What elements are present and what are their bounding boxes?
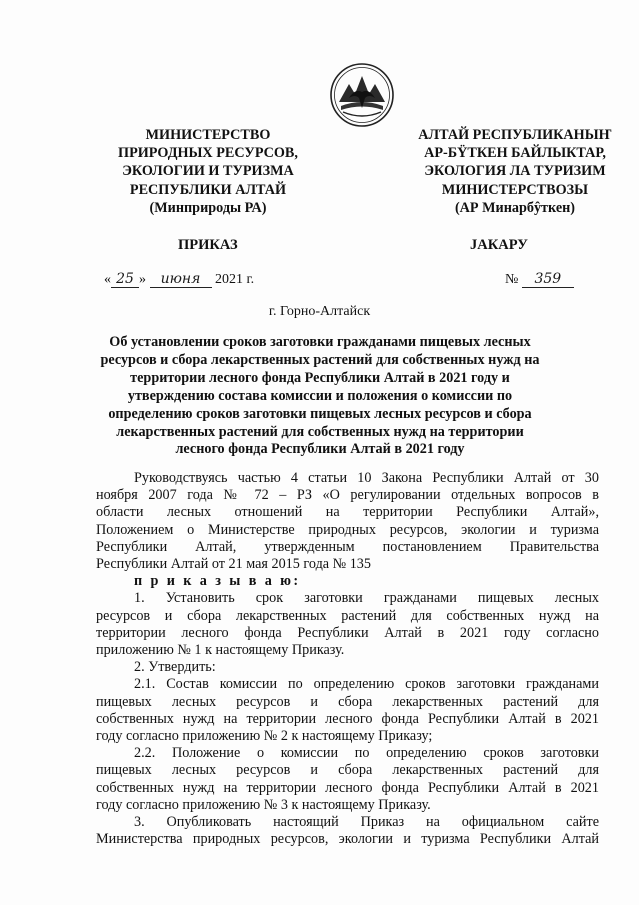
text-line: Положением о Министерстве природных ресурсов, экологии и туризма xyxy=(96,521,599,538)
text-line: территории лесного фонда Республики Алтай в 2021 году согласно xyxy=(96,624,599,641)
text-line: собственных нужд на территории лесного фонда Республики Алтай в 2021 xyxy=(96,710,599,727)
ministry-line: ПРИРОДНЫХ РЕСУРСОВ, xyxy=(118,145,298,162)
order-subject-title xyxy=(80,334,560,459)
ministry-line: ЭКОЛОГИЯ ЛА ТУРИЗИМ xyxy=(424,163,606,180)
text-line: области лесных отношений на территории Республики Алтай», xyxy=(96,504,599,521)
decree-word: п р и к а з ы в а ю: xyxy=(134,573,301,590)
date-quote-close: » xyxy=(139,272,146,287)
order-city: г. Горно-Алтайск xyxy=(268,304,371,319)
text-line: Министерства природных ресурсов, экологии и туризма Республики Алтай xyxy=(96,831,599,848)
ministry-name-russian xyxy=(83,126,333,217)
ministry-name-altai xyxy=(390,126,639,217)
text-line: 2.1. Состав комиссии по определению сроков заготовки гражданами xyxy=(134,676,599,693)
text-line: собственных нужд на территории лесного фонда Республики Алтай в 2021 xyxy=(96,779,599,796)
item-2-2-paragraph xyxy=(96,745,599,814)
date-quote-open: « xyxy=(104,272,111,287)
ministry-abbreviation: (АР Минарбŷткен) xyxy=(454,199,576,216)
text-line: году согласно приложению № 3 к настоящему Приказу. xyxy=(96,796,431,813)
item-3-paragraph xyxy=(96,814,599,848)
title-line: лесного фонда Республики Алтай в 2021 году xyxy=(175,441,465,458)
ministry-line: МИНИСТЕРСТВО xyxy=(145,127,271,143)
order-month: июня xyxy=(150,271,212,288)
title-line: утверждению состава комиссии и положения о комиссии по xyxy=(127,387,513,404)
text-line: 1. Установить срок заготовки гражданами пищевых лесных xyxy=(134,590,599,607)
text-line: Руководствуясь частью 4 статьи 10 Закона Республики Алтай от 30 xyxy=(134,470,599,486)
order-number-value: 359 xyxy=(522,271,574,288)
text-line: 2.2. Положение о комиссии по определению сроков заготовки xyxy=(134,745,599,762)
text-line: 3. Опубликовать настоящий Приказ на официальном сайте xyxy=(134,814,599,831)
ministry-line: РЕСПУБЛИКИ АЛТАЙ xyxy=(129,181,287,198)
preamble-paragraph xyxy=(96,470,599,573)
order-day: 25 xyxy=(111,271,139,288)
ministry-line: АР-БŸТКЕН БАЙЛЫКТАР, xyxy=(424,145,606,162)
text-line: приложению № 1 к настоящему Приказу. xyxy=(96,642,345,659)
text-line: пищевых лесных ресурсов и сбора лекарственных растений для xyxy=(96,693,599,710)
text-line: ноября 2007 года № 72 – РЗ «О регулировании отдельных вопросов в xyxy=(96,487,599,504)
order-number xyxy=(505,271,574,288)
title-line: Об установлении сроков заготовки гражданами пищевых лесных xyxy=(109,334,531,350)
item-2-1-paragraph xyxy=(96,676,599,745)
ministry-abbreviation: (Минприроды РА) xyxy=(149,199,267,216)
ministry-line: МИНИСТЕРСТВОЗЫ xyxy=(441,181,589,198)
item-1-paragraph xyxy=(96,590,599,659)
text-line: Республики Алтай от 21 мая 2015 года № 135 xyxy=(96,556,371,573)
text-line: ресурсов и сбора лекарственных растений для собственных нужд на xyxy=(96,607,599,624)
order-date xyxy=(104,271,254,288)
title-line: определению сроков заготовки пищевых лесных ресурсов и сбора xyxy=(108,405,532,422)
text-line: Республики Алтай, утвержденным постановлением Правительства xyxy=(96,538,599,555)
title-line: территории лесного фонда Республики Алтай в 2021 году и xyxy=(130,369,510,386)
ministry-line: ЭКОЛОГИИ И ТУРИЗМА xyxy=(122,163,294,180)
text-line: пищевых лесных ресурсов и сбора лекарственных растений для xyxy=(96,762,599,779)
title-line: ресурсов и сбора лекарственных растений для собственных нужд на xyxy=(100,351,540,368)
title-line: лекарственных растений для собственных нужд на территории xyxy=(116,423,524,440)
item-2-paragraph: 2. Утвердить: xyxy=(134,659,216,676)
order-body xyxy=(96,470,599,848)
altai-republic-coat-of-arms-icon xyxy=(329,62,395,128)
ministry-line: АЛТАЙ РЕСПУБЛИКАНЫҤ xyxy=(418,127,612,143)
text-line: году согласно приложению № 2 к настоящему Приказу; xyxy=(96,728,433,745)
order-title-russian: ПРИКАЗ xyxy=(178,237,238,253)
order-title-altai: JАКАРУ xyxy=(470,237,528,253)
order-year: 2021 г. xyxy=(215,272,255,287)
number-sign: № xyxy=(505,272,519,287)
